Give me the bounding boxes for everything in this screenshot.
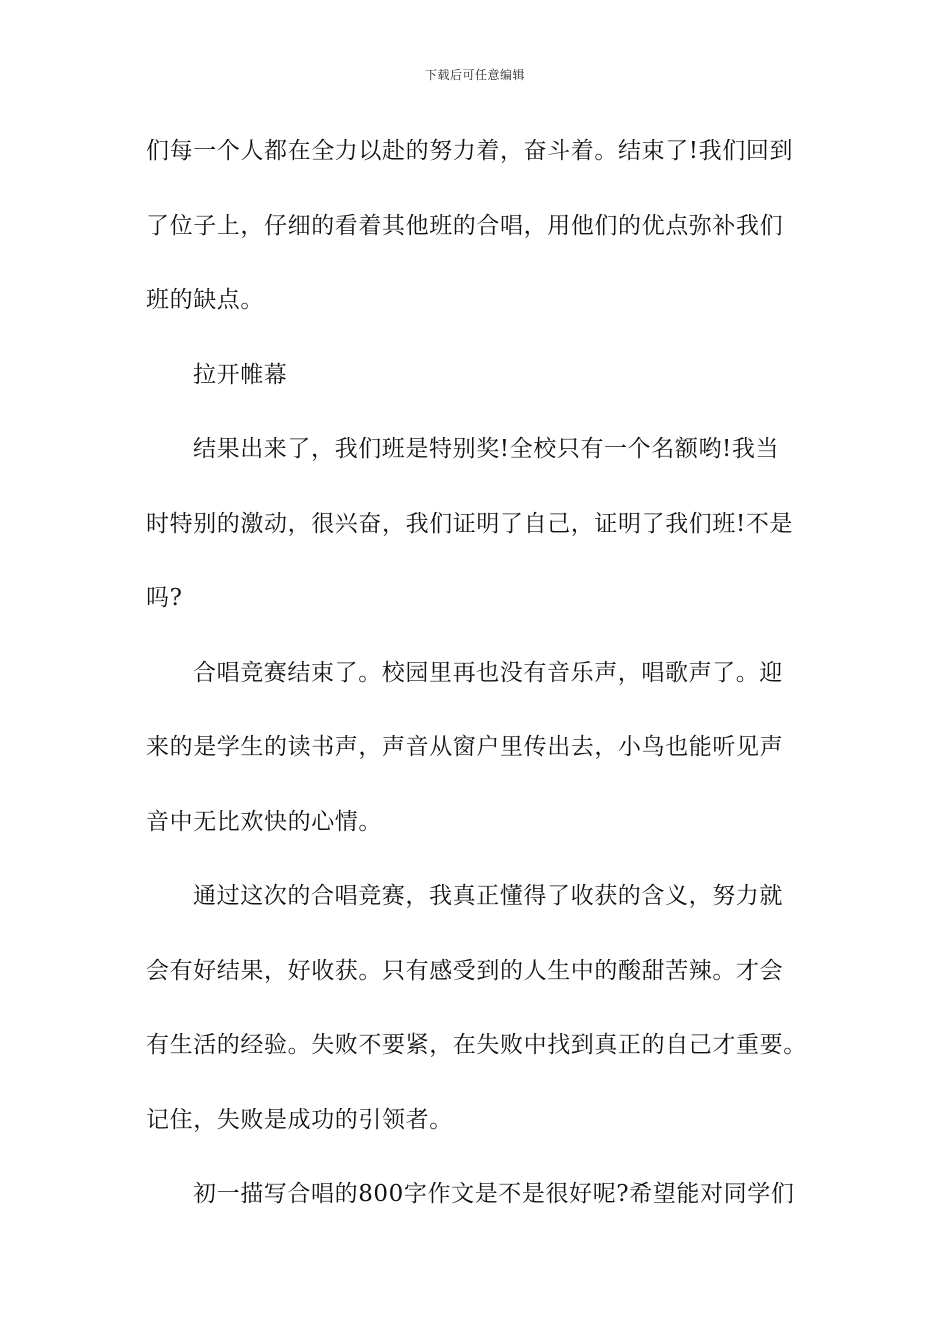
text-line: 来的是学生的读书声，声音从窗户里传出去，小鸟也能听见声: [146, 734, 784, 760]
text-line: 了位子上，仔细的看着其他班的合唱，用他们的优点弥补我们: [146, 212, 784, 239]
text-line: 会有好结果，好收获。只有感受到的人生中的酸甜苦辣。才会: [146, 957, 784, 984]
text-line: 合唱竞赛结束了。校园里再也没有音乐声，唱歌声了。迎: [193, 659, 783, 686]
text-line: 们每一个人都在全力以赴的努力着，奋斗着。结束了!我们回到: [146, 138, 794, 164]
section-heading: 拉开帷幕: [193, 361, 288, 388]
text-line: 时特别的激动，很兴奋，我们证明了自己，证明了我们班!不是: [146, 510, 794, 537]
text-line: 通过这次的合唱竞赛，我真正懂得了收获的含义，努力就: [193, 883, 783, 909]
text-line: 班的缺点。: [146, 287, 264, 313]
text-line: 有生活的经验。失败不要紧，在失败中找到真正的自己才重要。: [146, 1032, 807, 1058]
document-body: [146, 126, 836, 1244]
text-line: 初一描写合唱的800字作文是不是很好呢?希望能对同学们: [193, 1181, 795, 1207]
text-line: 记住，失败是成功的引领者。: [146, 1106, 453, 1133]
text-line: 吗?: [146, 585, 183, 611]
page-header: 下载后可任意编辑: [424, 68, 525, 82]
text-line: 结果出来了，我们班是特别奖!全校只有一个名额哟!我当: [193, 436, 780, 462]
text-line: 音中无比欢快的心情。: [146, 808, 382, 835]
